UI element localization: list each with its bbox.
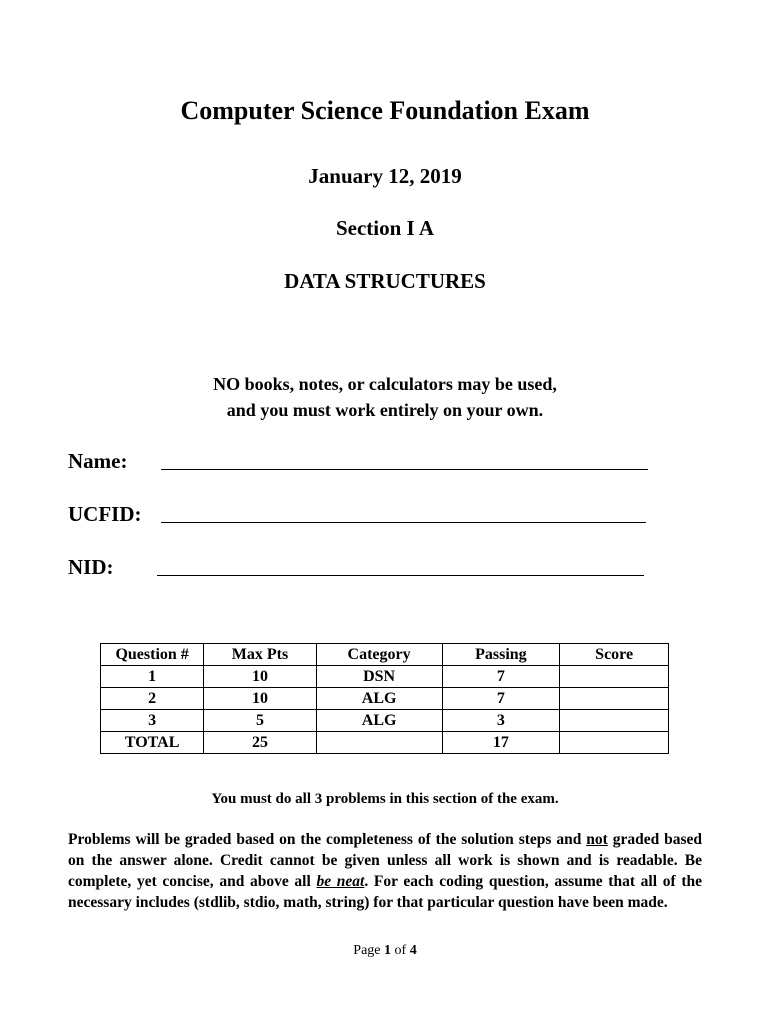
cell-question: 3 (101, 710, 204, 732)
table-row (101, 710, 669, 732)
table-row-total (101, 732, 669, 754)
table-row (101, 688, 669, 710)
exam-rule-line-1: NO books, notes, or calculators may be used, (213, 374, 557, 394)
ucfid-label: UCFID: (68, 502, 142, 526)
exam-rule-line-2: and you must work entirely on your own. (226, 400, 544, 420)
cell-score[interactable] (560, 732, 669, 754)
name-label: Name: (68, 449, 128, 473)
nid-field[interactable] (157, 575, 644, 576)
footer-total-pages: 4 (409, 943, 417, 958)
cell-score[interactable] (560, 666, 669, 688)
table-header-row (101, 644, 669, 666)
exam-title: Computer Science Foundation Exam (180, 96, 590, 125)
cell-passing: 17 (442, 732, 560, 754)
must-do-note: You must do all 3 problems in this section of the exam. (211, 791, 559, 807)
instructions-part-1: Problems will be graded based on the completeness of the solution steps and (68, 831, 587, 848)
cell-question: 2 (101, 688, 204, 710)
score-table (100, 643, 669, 754)
ucfid-field[interactable] (161, 522, 646, 523)
instructions-not-word: not (586, 831, 608, 848)
cell-passing: 7 (442, 666, 560, 688)
header-question: Question # (101, 644, 204, 666)
footer-of-word: of (394, 943, 407, 958)
nid-label: NID: (68, 555, 114, 579)
header-category: Category (316, 644, 442, 666)
cell-max-pts: 10 (204, 688, 316, 710)
cell-score[interactable] (560, 688, 669, 710)
header-score: Score (560, 644, 669, 666)
cell-category (316, 732, 442, 754)
cell-category: DSN (316, 666, 442, 688)
header-passing: Passing (442, 644, 560, 666)
cell-score[interactable] (560, 710, 669, 732)
grading-instructions (68, 829, 702, 913)
header-max-pts: Max Pts (204, 644, 316, 666)
instructions-be-neat: be neat (316, 873, 365, 890)
page-footer (0, 943, 770, 959)
cell-question: 1 (101, 666, 204, 688)
cell-max-pts: 25 (204, 732, 316, 754)
table-row (101, 666, 669, 688)
footer-page-word: Page (353, 943, 381, 958)
instructions-part-2: graded based on the answer alone. Credit cannot be given unless all work is shown and is readable. Be complete, yet concise, and above all (68, 831, 703, 890)
footer-current-page: 1 (384, 943, 392, 958)
cell-question: TOTAL (101, 732, 204, 754)
cell-max-pts: 5 (204, 710, 316, 732)
exam-date: January 12, 2019 (308, 164, 462, 188)
cell-category: ALG (316, 688, 442, 710)
name-field[interactable] (161, 469, 648, 470)
cell-category: ALG (316, 710, 442, 732)
cell-passing: 3 (442, 710, 560, 732)
exam-subject: DATA STRUCTURES (284, 269, 486, 293)
instructions-part-3: . For each coding question, assume that all of the necessary includes (stdlib, stdio, math, string) for that particular question have been made. (68, 873, 702, 911)
cell-passing: 7 (442, 688, 560, 710)
cell-max-pts: 10 (204, 666, 316, 688)
exam-section: Section I A (335, 216, 434, 240)
